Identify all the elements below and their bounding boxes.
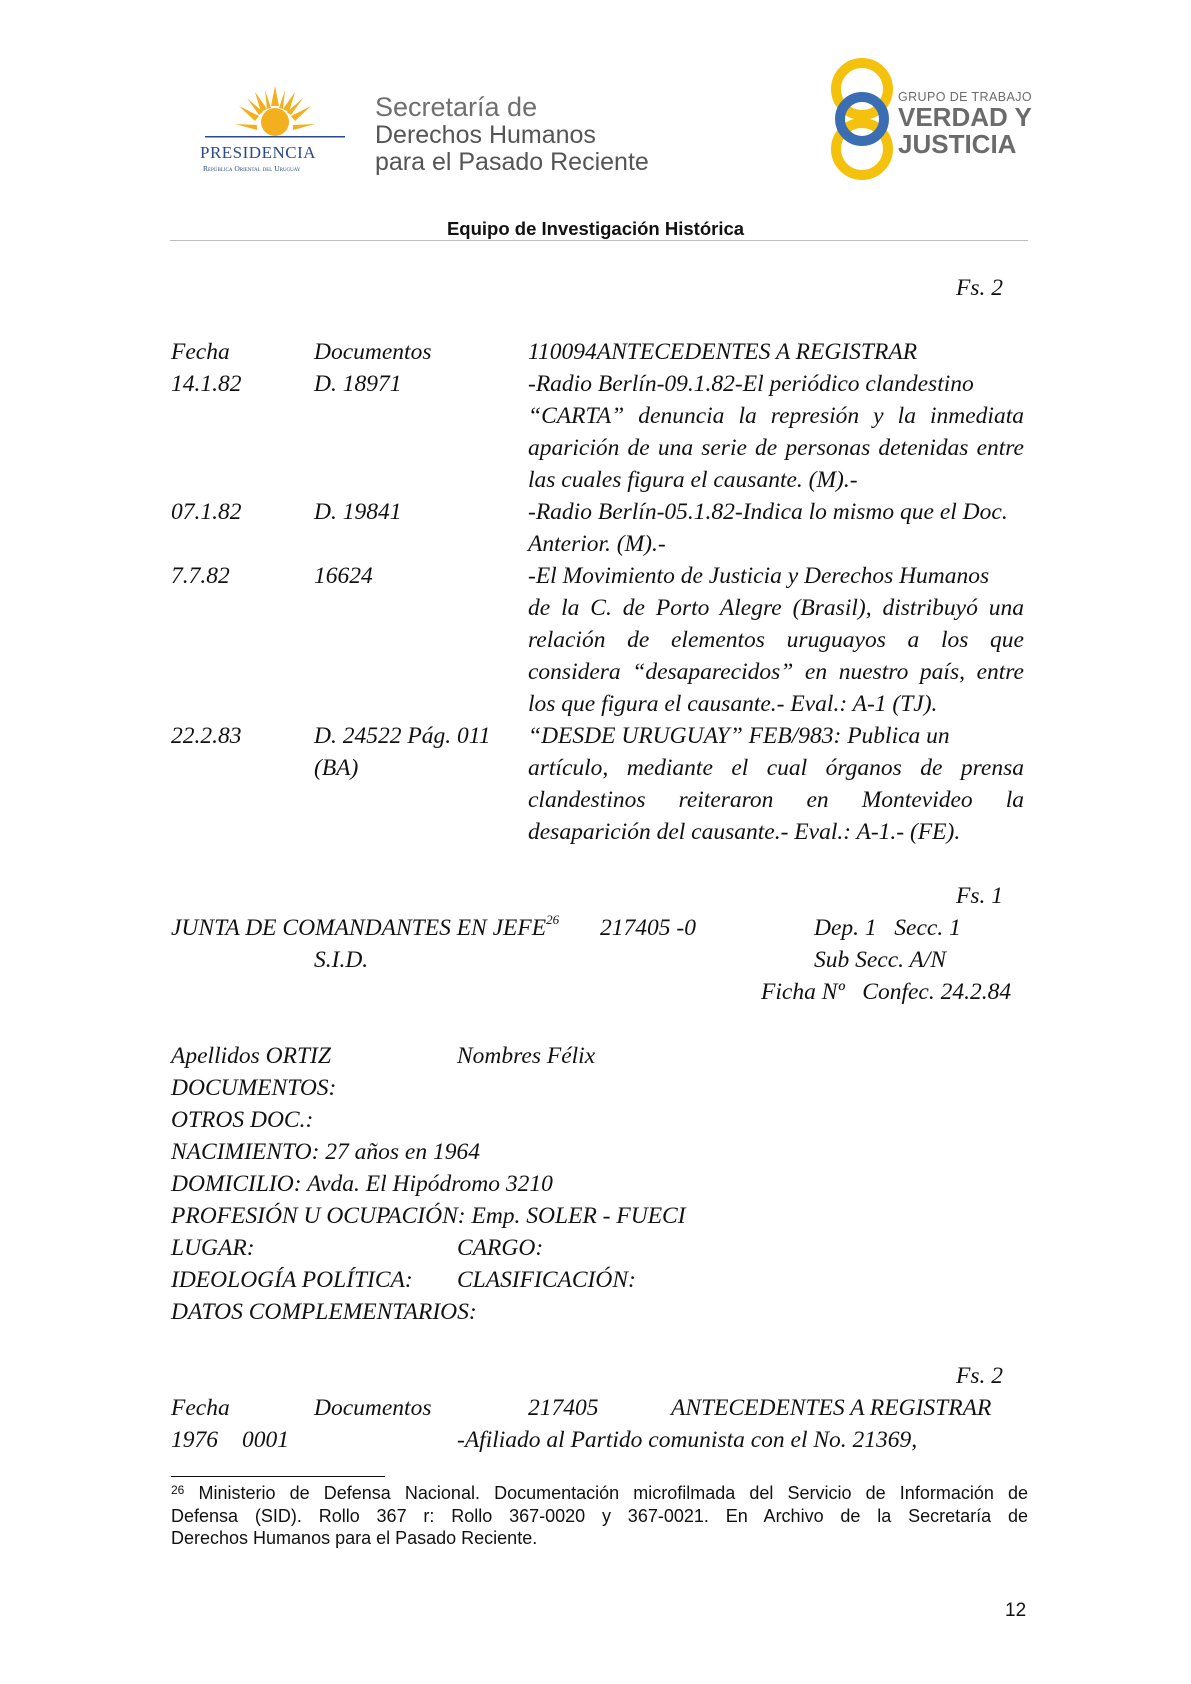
secretaria-line-2: Derechos Humanos [375, 121, 596, 149]
verdad-justicia-wordmark [898, 90, 1032, 158]
datos-complementarios-field: DATOS COMPLEMENTARIOS: [171, 1299, 477, 1325]
page-number: 12 [1005, 1600, 1027, 1621]
otros-doc-field: OTROS DOC.: [171, 1107, 314, 1133]
row-text-line: “CARTA” denuncia la represión y la inmediata [528, 403, 1024, 429]
footnote-ref: 26 [546, 912, 560, 927]
row-doc: 16624 [314, 563, 373, 589]
row-text-line: -Afiliado al Partido comunista con el No. 21369, [457, 1427, 918, 1453]
fs-label-2: Fs. 1 [956, 883, 1003, 909]
fs-label-3: Fs. 2 [956, 1363, 1003, 1389]
footnote-line-1-text: Ministerio de Defensa Nacional. Documentación microfilmada del Servicio de Información de [198, 1483, 1028, 1503]
row-text-line: desaparición del causante.- Eval.: A-1.- (FE). [528, 819, 961, 845]
ficha-number: 217405 -0 [600, 915, 696, 941]
clasificacion-field: CLASIFICACIÓN: [457, 1267, 636, 1293]
grupo-trabajo-label: GRUPO DE TRABAJO [898, 90, 1032, 104]
apellidos-field: Apellidos ORTIZ [171, 1043, 331, 1069]
subsecc-label: Sub Secc. A/N [814, 947, 947, 973]
republica-label: República Oriental del Uruguay [203, 164, 301, 173]
row-text-line: Anterior. (M).- [528, 531, 666, 557]
col-header-number: 217405 [528, 1395, 599, 1421]
row-text-line: “DESDE URUGUAY” FEB/983: Publica un [528, 723, 950, 749]
cargo-field: CARGO: [457, 1235, 544, 1261]
col-header-antecedentes: 110094ANTECEDENTES A REGISTRAR [528, 339, 918, 365]
row-text-line: relación de elementos uruguayos a los que [528, 627, 1024, 653]
secretaria-line-3: para el Pasado Reciente [375, 148, 649, 176]
row-fecha: 7.7.82 [171, 563, 230, 589]
row-year: 1976 [171, 1427, 218, 1453]
lugar-field: LUGAR: [171, 1235, 255, 1261]
row-doc-extra: (BA) [314, 755, 359, 781]
junta-label [171, 912, 560, 942]
page-header-title: Equipo de Investigación Histórica [446, 218, 745, 239]
justicia-label: JUSTICIA [898, 129, 1017, 159]
dep-secc: Dep. 1 Secc. 1 [814, 915, 961, 941]
verdad-label: VERDAD Y [898, 102, 1032, 132]
documentos-field: DOCUMENTOS: [171, 1075, 337, 1101]
footnote-line-3: Derechos Humanos para el Pasado Reciente. [171, 1528, 538, 1548]
footnote-number: 26 [171, 1483, 185, 1497]
footnote-line-1 [171, 1482, 1028, 1505]
row-text-line: -El Movimiento de Justicia y Derechos Humanos [528, 563, 990, 589]
row-doc: D. 24522 Pág. 011 [314, 723, 491, 749]
sid-label: S.I.D. [314, 947, 369, 973]
row-text-line: aparición de una serie de personas detenidas entre [528, 435, 1024, 461]
col-header-documentos: Documentos [314, 339, 432, 365]
row-doc: D. 19841 [314, 499, 402, 525]
presidencia-label: PRESIDENCIA [200, 143, 317, 162]
ideologia-field: IDEOLOGÍA POLÍTICA: [171, 1267, 413, 1293]
nacimiento-field: NACIMIENTO: 27 años en 1964 [171, 1139, 480, 1165]
footnote [171, 1482, 1028, 1550]
secretaria-line-1: Secretaría de [375, 92, 538, 122]
row-text-line: las cuales figura el causante. (M).- [528, 467, 858, 493]
footnote-line-2: Defensa (SID). Rollo 367 r: Rollo 367-0020 y 367-0021. En Archivo de la Secretaría de [171, 1505, 1028, 1526]
col-header-documentos: Documentos [314, 1395, 432, 1421]
domicilio-field: DOMICILIO: Avda. El Hipódromo 3210 [171, 1171, 553, 1197]
row-fecha: 22.2.83 [171, 723, 242, 749]
fs-label-1: Fs. 2 [956, 275, 1003, 301]
row-fecha: 07.1.82 [171, 499, 242, 525]
footnote-divider [171, 1476, 385, 1477]
ficha-confec: Ficha Nº Confec. 24.2.84 [761, 979, 1012, 1005]
row-text-line: de la C. de Porto Alegre (Brasil), distribuyó una [528, 595, 1024, 621]
row-text-line: considera “desaparecidos” en nuestro país, entre [528, 659, 1024, 685]
col-header-antecedentes: ANTECEDENTES A REGISTRAR [671, 1395, 992, 1421]
secretaria-wordmark [375, 92, 649, 176]
nombres-field: Nombres Félix [457, 1043, 596, 1069]
row-text-line: -Radio Berlín-05.1.82-Indica lo mismo que el Doc. [528, 499, 1008, 525]
row-fecha: 14.1.82 [171, 371, 242, 397]
header-divider [170, 240, 1028, 241]
profesion-field: PROFESIÓN U OCUPACIÓN: Emp. SOLER - FUECI [171, 1203, 686, 1229]
col-header-fecha: Fecha [171, 339, 230, 365]
row-text-line: artículo, mediante el cual órganos de prensa [528, 755, 1024, 781]
row-text-line: clandestinos reiteraron en Montevideo la [528, 787, 1024, 813]
row-text-line: -Radio Berlín-09.1.82-El periódico clandestino [528, 371, 974, 397]
row-doc: 0001 [242, 1427, 289, 1453]
row-text-line: los que figura el causante.- Eval.: A-1 (TJ). [528, 691, 938, 717]
junta-text: JUNTA DE COMANDANTES EN JEFE [171, 915, 547, 941]
row-doc: D. 18971 [314, 371, 402, 397]
verdad-justicia-logo [822, 58, 902, 180]
col-header-fecha: Fecha [171, 1395, 230, 1421]
